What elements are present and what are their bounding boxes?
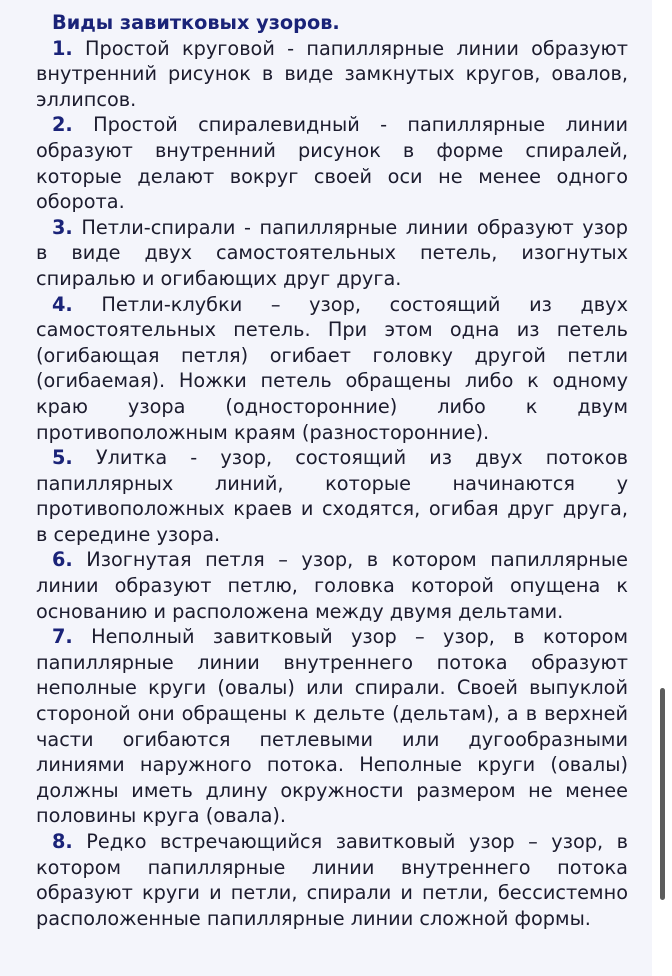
item-number: 3. [52,215,73,239]
list-item-6 [36,547,628,624]
item-text: Редко встречающийся завитковый узор – узор, в котором папиллярные линии внутреннего потока образуют круги и петли, спирали и петли, бессистемно расположенные папиллярные линии сложной формы. [36,830,628,930]
list-item-3 [36,215,628,292]
vertical-scrollbar[interactable] [660,688,665,900]
document-content [36,10,628,931]
item-text: Простой спиралевидный - папиллярные линии образуют внутренний рисунок в форме спиралей, которые делают вокруг своей оси не менее одного оборота. [36,113,628,214]
item-number: 8. [52,830,73,853]
item-number: 5. [52,446,73,470]
item-number: 1. [52,36,73,60]
item-text: Петли-спирали - папиллярные линии образуют узор в виде двух самостоятельных петель, изогнутых спиралью и огибающих друг друга. [36,215,628,290]
list-item-8 [36,829,628,931]
item-text: Улитка - узор, состоящий из двух потоков папиллярных линий, которые начинаются у противоположных краев и сходятся, огибая друг друга, в середине узора. [36,446,628,546]
item-number: 4. [52,292,73,316]
item-number: 7. [52,625,73,649]
item-number: 6. [52,548,73,572]
list-item-4 [36,292,628,446]
item-text: Изогнутая петля – узор, в котором папиллярные линии образуют петлю, головка которой опущена к основанию и расположена между двумя дельтами. [36,548,628,623]
list-item-5 [36,445,628,547]
list-item-1 [36,36,628,113]
item-text: Простой круговой - папиллярные линии образуют внутренний рисунок в виде замкнутых кругов, овалов, эллипсов. [36,36,628,111]
item-number: 2. [52,113,73,137]
list-item-7 [36,624,628,829]
item-text: Неполный завитковый узор – узор, в котором папиллярные линии внутреннего потока образуют неполные круги (овалы) или спирали. Своей выпуклой стороной они обращены к дельте (дельтам), а в верхней части огибаются петлевыми или дугообразными линиями наружного потока. Неполные круги (овалы) должны иметь длину окружности размером не менее половины круга (овала). [36,625,628,828]
list-item-2 [36,112,628,214]
section-heading: Виды завитковых узоров. [52,11,340,34]
item-text: Петли-клубки – узор, состоящий из двух самостоятельных петель. При этом одна из петель (огибающая петля) огибает головку другой петли (огибаемая). Ножки петель обращены либо к одному краю узора (односторонние) либо к двум противоположным краям (разносторонние). [36,292,628,444]
